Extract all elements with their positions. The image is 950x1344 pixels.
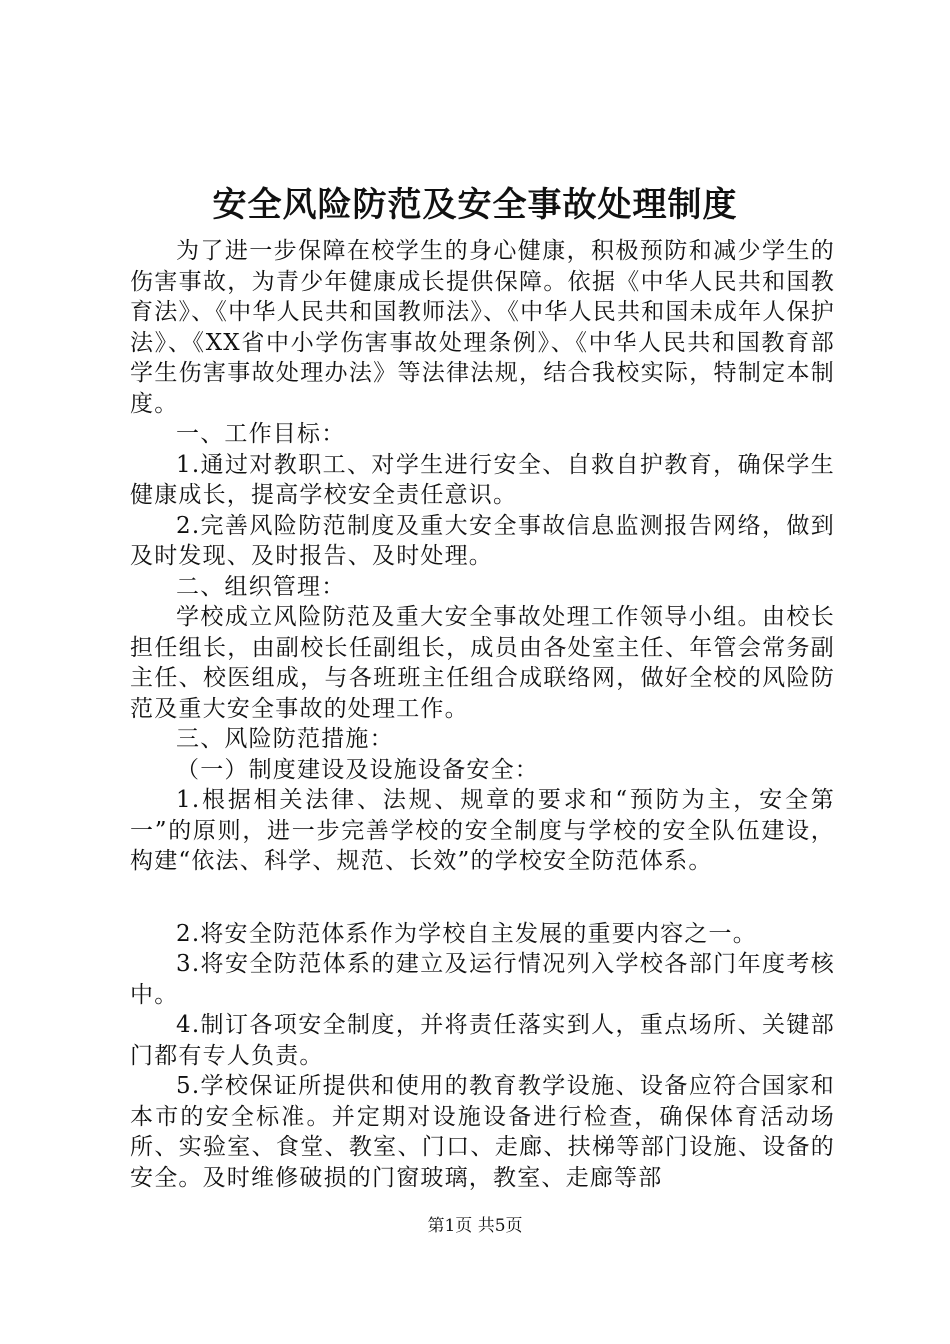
measure-item-1: 1.根据相关法律、法规、规章的要求和“预防为主，安全第一”的原则，进一步完善学校的安全制度与学校的安全队伍建设，构建“依法、科学、规范、长效”的学校安全防范体系。	[130, 787, 835, 874]
paragraph-spacer	[130, 877, 835, 919]
subsection-heading-facilities: （一）制度建设及设施设备安全：	[176, 756, 539, 783]
organization-paragraph: 学校成立风险防范及重大安全事故处理工作领导小组。由校长担任组长，由副校长任副组长，成员由各处室主任、年管会常务副主任、校医组成，与各班班主任组合成联络网，做好全校的风险防范及重大安全事故的处理工作。	[130, 604, 835, 722]
document-title: 安全风险防范及安全事故处理制度	[212, 185, 738, 225]
measure-item-4: 4.制订各项安全制度，并将责任落实到人，重点场所、关键部门都有专人负责。	[130, 1012, 835, 1069]
section-heading-organization: 二、组织管理：	[176, 573, 346, 600]
document-body	[130, 236, 835, 1193]
page-footer: 第1页 共5页	[427, 1216, 523, 1236]
measure-item-5: 5.学校保证所提供和使用的教育教学设施、设备应符合国家和本市的安全标准。并定期对设施设备进行检查，确保体育活动场所、实验室、食堂、教室、门口、走廊、扶梯等部门设施、设备的安全。及时维修破损的门窗玻璃，教室、走廊等部	[130, 1073, 835, 1191]
measure-item-2: 2.将安全防范体系作为学校自主发展的重要内容之一。	[176, 920, 757, 947]
goal-item-1: 1.通过对教职工、对学生进行安全、自救自护教育，确保学生健康成长，提高学校安全责任意识。	[130, 451, 835, 508]
intro-paragraph: 为了进一步保障在校学生的身心健康，积极预防和减少学生的伤害事故，为青少年健康成长提供保障。依据《中华人民共和国教育法》、《中华人民共和国教师法》、《中华人民共和国未成年人保护法》、《XX省中小学伤害事故处理条例》、《中华人民共和国教育部学生伤害事故处理办法》等法律法规，结合我校实际，特制定本制度。	[130, 238, 835, 417]
section-heading-measures: 三、风险防范措施：	[176, 726, 394, 752]
goal-item-2: 2.完善风险防范制度及重大安全事故信息监测报告网络，做到及时发现、及时报告、及时处理。	[130, 512, 835, 569]
measure-item-3: 3.将安全防范体系的建立及运行情况列入学校各部门年度考核中。	[130, 951, 835, 1008]
section-heading-goals: 一、工作目标：	[176, 421, 346, 447]
